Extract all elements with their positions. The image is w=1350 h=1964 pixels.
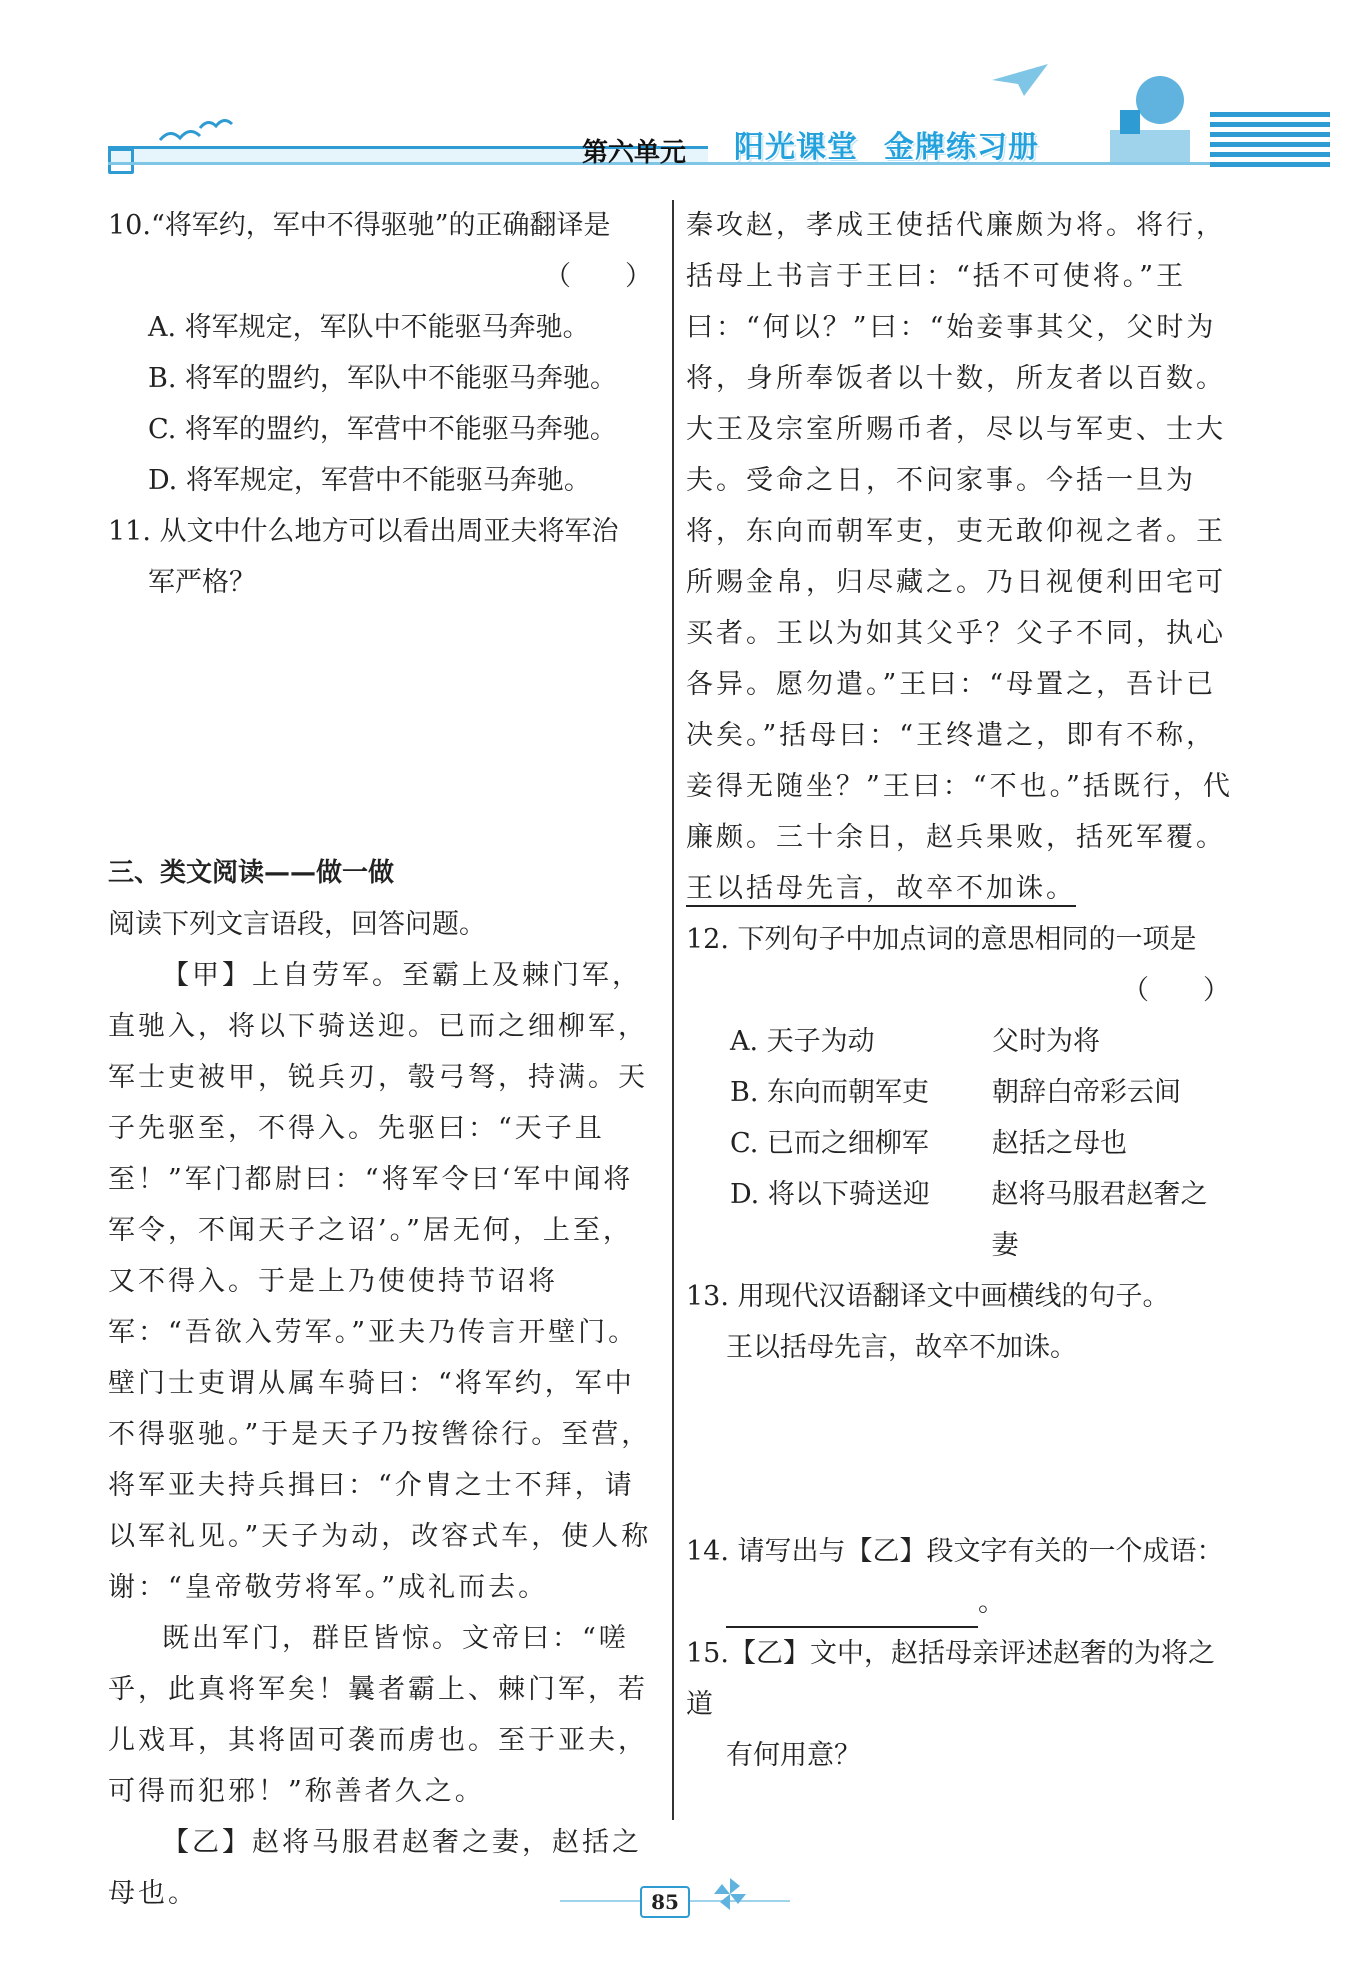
pinwheel-icon bbox=[710, 1874, 750, 1914]
passage-yi bbox=[686, 200, 1234, 914]
brand-title bbox=[734, 122, 1065, 166]
q11-stem-cont: 军严格？ bbox=[148, 567, 256, 598]
q11-stem: 11. 从文中什么地方可以看出周亚夫将军治 bbox=[108, 516, 619, 547]
page-header bbox=[0, 0, 1350, 190]
paper-plane-icon bbox=[990, 60, 1050, 100]
right-column bbox=[686, 200, 1234, 1781]
q10-option-d: D. 将军规定，军营中不能驱马奔驰。 bbox=[148, 465, 591, 496]
q12-option-d: D. 将以下骑送迎 赵将马服君赵奢之妻 bbox=[730, 1179, 1208, 1261]
answer-space bbox=[108, 608, 656, 848]
q14-stem: 14. 请写出与【乙】段文字有关的一个成语： bbox=[686, 1536, 1224, 1567]
page-number: 85 bbox=[640, 1886, 690, 1918]
brand-part2: 金牌练习册 bbox=[884, 130, 1039, 165]
q14-blank-row bbox=[686, 1577, 1234, 1628]
passage-yi-start: 【乙】赵将马服君赵奢之妻，赵括之母也。 bbox=[108, 1827, 642, 1909]
underlined-sentence: 王以括母先言，故卒不加诛。 bbox=[686, 873, 1076, 904]
globe-books-icon bbox=[1090, 70, 1200, 170]
q14-blank[interactable] bbox=[726, 1596, 978, 1628]
header-square-icon bbox=[108, 148, 134, 174]
passage-yi-text: 秦攻赵，孝成王使括代廉颇为将。将行，括母上书言于王曰：“括不可使将。”王曰：“何以？”曰：“始妾事其父，父时为将，身所奉饭者以十数，所友者以百数。大王及宗室所赐币者，尽以与军吏、士大夫。受命之日，不问家事。今括一旦为将，东向而朝军吏，吏无敢仰视之者。王所赐金帛，归尽藏之。乃日视便利田宅可买者。王以为如其父乎？父子不同，执心各异。愿勿遣。”王曰：“母置之，吾计已决矣。”括母曰：“王终遣之，即有不称，妾得无随坐？”王曰：“不也。”括既行，代廉颇。三十余日，赵兵果败，括死军覆。 bbox=[686, 210, 1233, 853]
q10-option-b: B. 将军的盟约，军队中不能驱马奔驰。 bbox=[148, 363, 618, 394]
q15-stem-cont: 有何用意？ bbox=[726, 1740, 861, 1771]
q12-answer-paren: （ ） bbox=[1122, 975, 1230, 1006]
q10-answer-paren: （ ） bbox=[544, 261, 652, 292]
q10-option-a: A. 将军规定，军队中不能驱马奔驰。 bbox=[148, 312, 590, 343]
section-title: 三、类文阅读——做一做 bbox=[108, 858, 395, 888]
passage-jia-2: 既出军门，群臣皆惊。文帝曰：“嗟乎，此真将军矣！曩者霸上、棘门军，若儿戏耳，其将固可袭而虏也。至于亚夫，可得而犯邪！”称善者久之。 bbox=[108, 1623, 648, 1807]
left-column bbox=[108, 200, 656, 1919]
brand-part1: 阳光课堂 bbox=[734, 130, 858, 165]
q13-sentence: 王以括母先言，故卒不加诛。 bbox=[726, 1332, 1077, 1363]
q12-option-a: A. 天子为动 父时为将 bbox=[730, 1026, 1100, 1057]
passage-jia: 【甲】上自劳军。至霸上及棘门军，直驰入，将以下骑送迎。已而之细柳军，军士吏被甲，锐兵刃，彀弓弩，持满。天子先驱至，不得入。先驱曰：“天子且至！”军门都尉曰：“将军令曰‘军中闻将军令，不闻天子之诏’。”居无何，上至，又不得入。于是上乃使使持节诏将军：“吾欲入劳军。”亚夫乃传言开壁门。壁门士吏谓从属车骑曰：“将军约，军中不得驱驰。”于是天子乃按辔徐行。至营，将军亚夫持兵揖曰：“介胄之士不拜，请以军礼见。”天子为动，改容式车，使人称谢：“皇帝敬劳将军。”成礼而去。 bbox=[108, 960, 652, 1603]
q10-stem: 10.“将军约，军中不得驱驰”的正确翻译是 bbox=[108, 210, 611, 241]
q13-answer-space bbox=[686, 1373, 1234, 1526]
q12-option-c: C. 已而之细柳军 赵括之母也 bbox=[730, 1128, 1127, 1159]
q10-option-c: C. 将军的盟约，军营中不能驱马奔驰。 bbox=[148, 414, 617, 445]
header-rule bbox=[108, 162, 1328, 165]
column-divider bbox=[672, 200, 674, 1820]
unit-title: 第六单元 bbox=[582, 138, 687, 168]
q12-option-b: B. 东向而朝军吏 朝辞白帝彩云间 bbox=[730, 1077, 1181, 1108]
instruction: 阅读下列文言语段，回答问题。 bbox=[108, 909, 486, 940]
q12-stem: 12. 下列句子中加点词的意思相同的一项是 bbox=[686, 924, 1197, 955]
q15-stem: 15.【乙】文中，赵括母亲评述赵奢的为将之道 bbox=[686, 1638, 1215, 1720]
q14-end: 。 bbox=[978, 1587, 1005, 1618]
page-footer bbox=[560, 1880, 790, 1920]
header-stripes bbox=[1210, 112, 1330, 176]
q13-stem: 13. 用现代汉语翻译文中画横线的句子。 bbox=[686, 1281, 1170, 1312]
